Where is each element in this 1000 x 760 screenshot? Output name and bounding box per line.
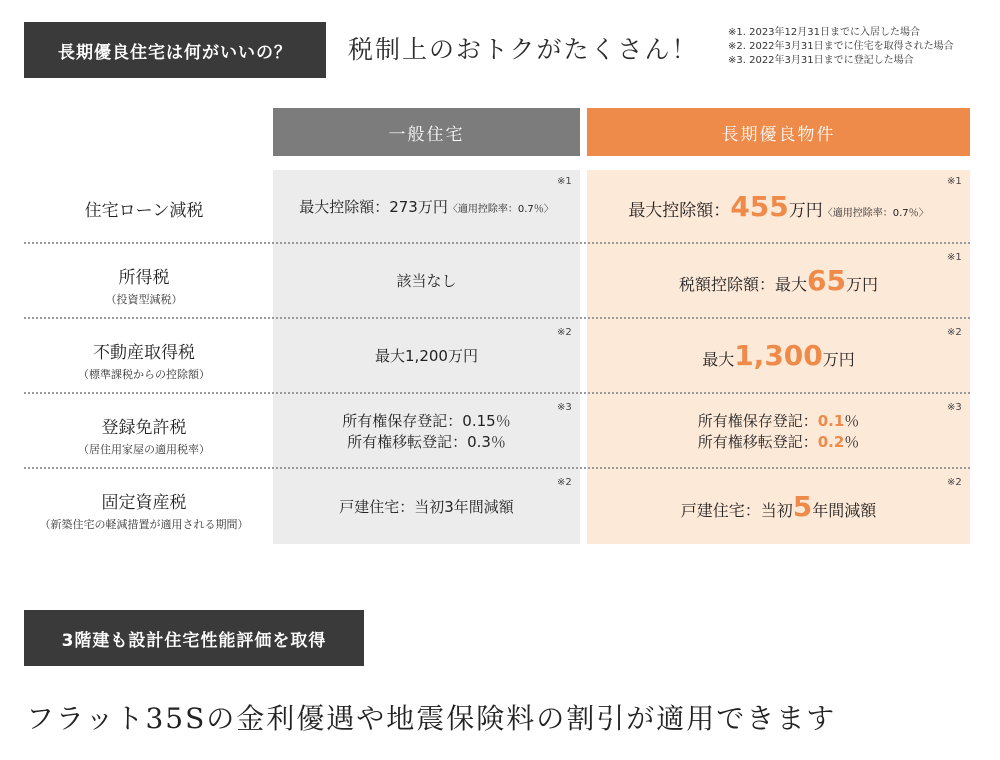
row-label-text: 登録免許税: [101, 418, 187, 438]
row-label-text: 不動産取得税: [93, 343, 195, 363]
footnote-mark: ※1: [557, 176, 572, 187]
cell-text: 最大1,200万円: [375, 347, 478, 365]
row-label-sub: （新築住宅の軽減措置が適用される期間）: [39, 518, 249, 531]
footnote-mark: ※2: [557, 477, 572, 488]
footnote-2: ※2. 2022年3月31日までに住宅を取得された場合: [728, 41, 954, 52]
footnotes: [728, 26, 954, 68]
highlight-value: 5: [792, 490, 813, 523]
flat35s-benefit-text: フラット35Sの金利優遇や地震保険料の割引が適用できます: [26, 702, 837, 735]
row-label-sub: （投資型減税）: [105, 293, 183, 306]
cell-general-housing-loan: [273, 170, 580, 242]
cell-text-prefix: 最大控除額：: [628, 200, 731, 221]
cell-text-prefix: 所有権保存登記：: [697, 411, 818, 430]
footnote-3: ※3. 2022年3月31日までに登記した場合: [728, 55, 914, 66]
cell-text-suffix: ％: [844, 411, 860, 430]
column-header-long-term: 長期優良物件: [587, 108, 970, 156]
row-label-acquisition-tax: [24, 338, 264, 382]
rate-note: 〈適用控除率：0.7％〉: [822, 207, 929, 219]
row-label-text: 固定資産税: [101, 493, 187, 513]
row-label-text: 住宅ローン減税: [84, 201, 204, 221]
cell-text-line2: 所有権移転登記：0.3％: [347, 432, 506, 451]
footnote-mark: ※2: [557, 327, 572, 338]
section-title-badge: 長期優良住宅は何がいいの？: [24, 22, 326, 78]
cell-text-line1: 所有権保存登記：0.15％: [342, 411, 511, 430]
three-story-badge: 3階建も設計住宅性能評価を取得: [24, 610, 364, 666]
footnote-mark: ※2: [947, 327, 962, 338]
rate-note: 〈適用控除率：0.7％〉: [447, 203, 554, 215]
highlight-value: 65: [807, 264, 846, 297]
cell-text-suffix: 年間減額: [812, 501, 877, 520]
cell-text-prefix: 税額控除額：最大: [679, 275, 808, 294]
cell-text: 最大控除額：273万円: [299, 197, 448, 216]
highlight-value: 1,300: [734, 339, 823, 372]
cell-text-suffix: 万円: [845, 275, 878, 294]
cell-text-suffix: ％: [844, 432, 860, 451]
row-label-housing-loan: [24, 196, 264, 221]
footnote-mark: ※1: [947, 176, 962, 187]
cell-text-suffix: 万円: [822, 350, 855, 369]
cell-long-registration-tax: [587, 394, 970, 467]
row-label-income-tax: [24, 263, 264, 307]
cell-general-property-tax: [273, 469, 580, 544]
cell-general-registration-tax: [273, 394, 580, 467]
highlight-value: 0.2: [817, 432, 845, 451]
footnote-mark: ※2: [947, 477, 962, 488]
column-header-general: 一般住宅: [273, 108, 580, 156]
tagline: 税制上のおトクがたくさん！: [348, 35, 699, 64]
cell-general-acquisition-tax: [273, 319, 580, 392]
cell-text-suffix: 万円: [788, 200, 823, 221]
cell-long-acquisition-tax: [587, 319, 970, 392]
row-label-sub: （標準課税からの控除額）: [78, 368, 210, 381]
footnote-mark: ※1: [947, 252, 962, 263]
cell-text-prefix: 最大: [702, 350, 735, 369]
footnote-1: ※1. 2023年12月31日までに入居した場合: [728, 27, 920, 38]
cell-text-prefix: 戸建住宅：当初: [680, 501, 793, 520]
row-label-text: 所得税: [118, 268, 170, 288]
cell-text: 該当なし: [396, 272, 457, 290]
footnote-mark: ※3: [947, 402, 962, 413]
cell-text: 戸建住宅：当初3年間減額: [339, 498, 514, 516]
row-label-property-tax: [24, 488, 264, 532]
cell-text-prefix: 所有権移転登記：: [697, 432, 818, 451]
cell-long-housing-loan: [587, 170, 970, 242]
highlight-value: 0.1: [817, 411, 845, 430]
cell-long-income-tax: [587, 244, 970, 317]
row-label-sub: （居住用家屋の適用税率）: [78, 443, 210, 456]
highlight-value: 455: [730, 189, 789, 223]
footnote-mark: ※3: [557, 402, 572, 413]
row-label-registration-tax: [24, 413, 264, 457]
cell-long-property-tax: [587, 469, 970, 544]
cell-general-income-tax: [273, 244, 580, 317]
